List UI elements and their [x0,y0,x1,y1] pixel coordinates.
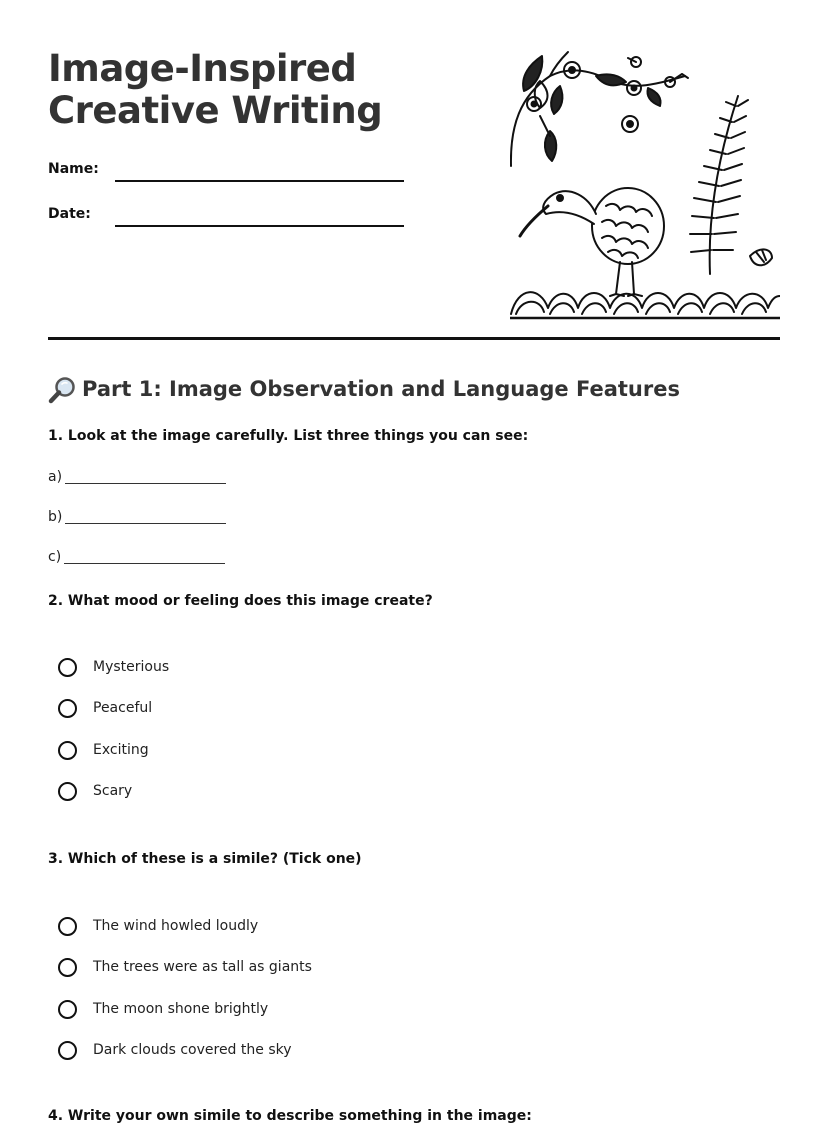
option-label: Peaceful [93,700,153,716]
mood-option-scary[interactable] [58,779,132,803]
radio-button[interactable] [58,782,77,801]
radio-button[interactable] [58,1000,77,1019]
option-label: The moon shone brightly [93,1001,269,1017]
simile-option-3[interactable] [58,997,268,1021]
option-label: Exciting [93,742,149,758]
option-label: The wind howled loudly [93,918,259,934]
name-field[interactable] [48,152,408,182]
date-label: Date: [48,206,91,222]
simile-option-4[interactable] [58,1038,292,1062]
question-1: 1. Look at the image carefully. List three things you can see: [48,428,529,444]
name-line[interactable] [115,180,404,182]
kiwi-bird-fern-flowers-illustration [510,46,780,322]
question-4: 4. Write your own simile to describe something in the image: [48,1108,532,1124]
answer-line-c[interactable] [48,549,225,565]
header-divider [48,337,780,340]
name-label: Name: [48,161,99,177]
option-label: The trees were as tall as giants [93,959,312,975]
radio-button[interactable] [58,741,77,760]
date-field[interactable] [48,197,408,227]
answer-blank-a[interactable] [65,483,226,484]
part1-title: Part 1: Image Observation and Language Features [82,377,680,401]
part1-heading [48,374,680,405]
simile-option-1[interactable] [58,914,258,938]
radio-button[interactable] [58,699,77,718]
answer-blank-c[interactable] [64,563,225,564]
question-3: 3. Which of these is a simile? (Tick one) [48,851,362,867]
question-2: 2. What mood or feeling does this image create? [48,593,433,609]
answer-label-a: a) [48,469,63,485]
radio-button[interactable] [58,658,77,677]
worksheet-page [48,0,780,1124]
mood-option-peaceful[interactable] [58,696,152,720]
option-label: Dark clouds covered the sky [93,1042,292,1058]
answer-line-a[interactable] [48,469,226,485]
option-label: Mysterious [93,659,170,675]
option-label: Scary [93,783,133,799]
radio-button[interactable] [58,958,77,977]
answer-line-b[interactable] [48,509,226,525]
answer-blank-b[interactable] [65,523,226,524]
worksheet-title: Image-Inspired Creative Writing [48,47,383,132]
simile-option-2[interactable] [58,955,312,979]
mood-option-exciting[interactable] [58,738,149,762]
date-line[interactable] [115,225,404,227]
radio-button[interactable] [58,917,77,936]
answer-label-b: b) [48,509,63,525]
magnifying-glass-icon [48,375,78,405]
mood-option-mysterious[interactable] [58,655,169,679]
answer-label-c: c) [48,549,62,565]
radio-button[interactable] [58,1041,77,1060]
